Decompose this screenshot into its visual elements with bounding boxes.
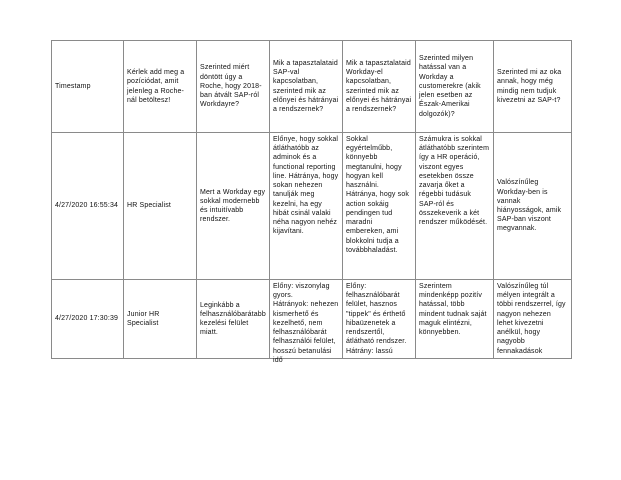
cell-customer-impact: Szerintem mindenképp pozitív hatással, több mindent tudnak saját maguk elintézni, könnyebben. bbox=[416, 280, 494, 359]
cell-sap-experience: Előnye, hogy sokkal átláthatóbb az adminok és a functional reporting line. Hátránya, hogy sokan nehezen tanulják meg kezelni, ha egy hibát csinál valaki néha nagyon nehéz kijavítani. bbox=[270, 133, 343, 280]
header-cell-timestamp: Timestamp bbox=[52, 41, 124, 133]
cell-position: Junior HR Specialist bbox=[124, 280, 197, 359]
header-cell-sap-experience: Mik a tapasztalataid SAP-val kapcsolatban, szerinted mik az előnyei és hátrányai a rendszernek? bbox=[270, 41, 343, 133]
cell-workday-experience: Sokkal egyértelműbb, könnyebb megtanulni, hogy hogyan kell használni. Hátránya, hogy sok action sokáig pendingen tud maradni embereken, ami blokkolni tudja a továbbhaladást. bbox=[343, 133, 416, 280]
header-row bbox=[52, 41, 572, 133]
header-cell-workday-experience: Mik a tapasztalataid Workday-el kapcsolatban, szerinted mik az előnyei és hátrányai a rendszernek? bbox=[343, 41, 416, 133]
cell-position: HR Specialist bbox=[124, 133, 197, 280]
cell-sap-phaseout: Valószínűleg túl mélyen integrált a többi rendszerrel, így nagyon nehezen lehet kivezetni anélkül, hogy nagyobb fennakadások bbox=[494, 280, 572, 359]
table-row bbox=[52, 280, 572, 359]
header-cell-why-workday: Szerinted miért döntött úgy a Roche, hogy 2018-ban átvált SAP-ról Workdayre? bbox=[197, 41, 270, 133]
cell-why-workday: Mert a Workday egy sokkal modernebb és intuitívabb rendszer. bbox=[197, 133, 270, 280]
cell-timestamp: 4/27/2020 16:55:34 bbox=[52, 133, 124, 280]
cell-workday-experience: Előny: felhasználóbarát felület, hasznos "tippek" és érthető hibaüzenetek a rendszertől, átlátható rendszer. Hátrány: lassú bbox=[343, 280, 416, 359]
cell-timestamp: 4/27/2020 17:30:39 bbox=[52, 280, 124, 359]
cell-sap-phaseout: Valószínűleg Workday-ben is vannak hiányosságok, amik SAP-ban viszont megvannak. bbox=[494, 133, 572, 280]
header-cell-customer-impact: Szerinted milyen hatással van a Workday a customerekre (akik jelen esetben az Észak-Amerikai dolgozók)? bbox=[416, 41, 494, 133]
cell-sap-experience: Előny: viszonylag gyors. Hátrányok: nehezen kismerhető és kezelhető, nem felhasználóbarát felhasználói felület, hosszú betanulási idő bbox=[270, 280, 343, 359]
header-cell-sap-phaseout: Szerinted mi az oka annak, hogy még mindig nem tudjuk kivezetni az SAP-t? bbox=[494, 41, 572, 133]
cell-why-workday: Leginkább a felhasználóbarátabb kezelési felület miatt. bbox=[197, 280, 270, 359]
cell-customer-impact: Számukra is sokkal átláthatóbb szerintem így a HR operáció, viszont egyes esetekben össze zavarja őket a régebbi tudásuk SAP-ról és összekeverik a két rendszer működését. bbox=[416, 133, 494, 280]
header-cell-position: Kérlek add meg a pozíciódat, amit jelenleg a Roche-nál betöltesz! bbox=[124, 41, 197, 133]
table-row bbox=[52, 133, 572, 280]
survey-responses-table bbox=[51, 40, 572, 364]
